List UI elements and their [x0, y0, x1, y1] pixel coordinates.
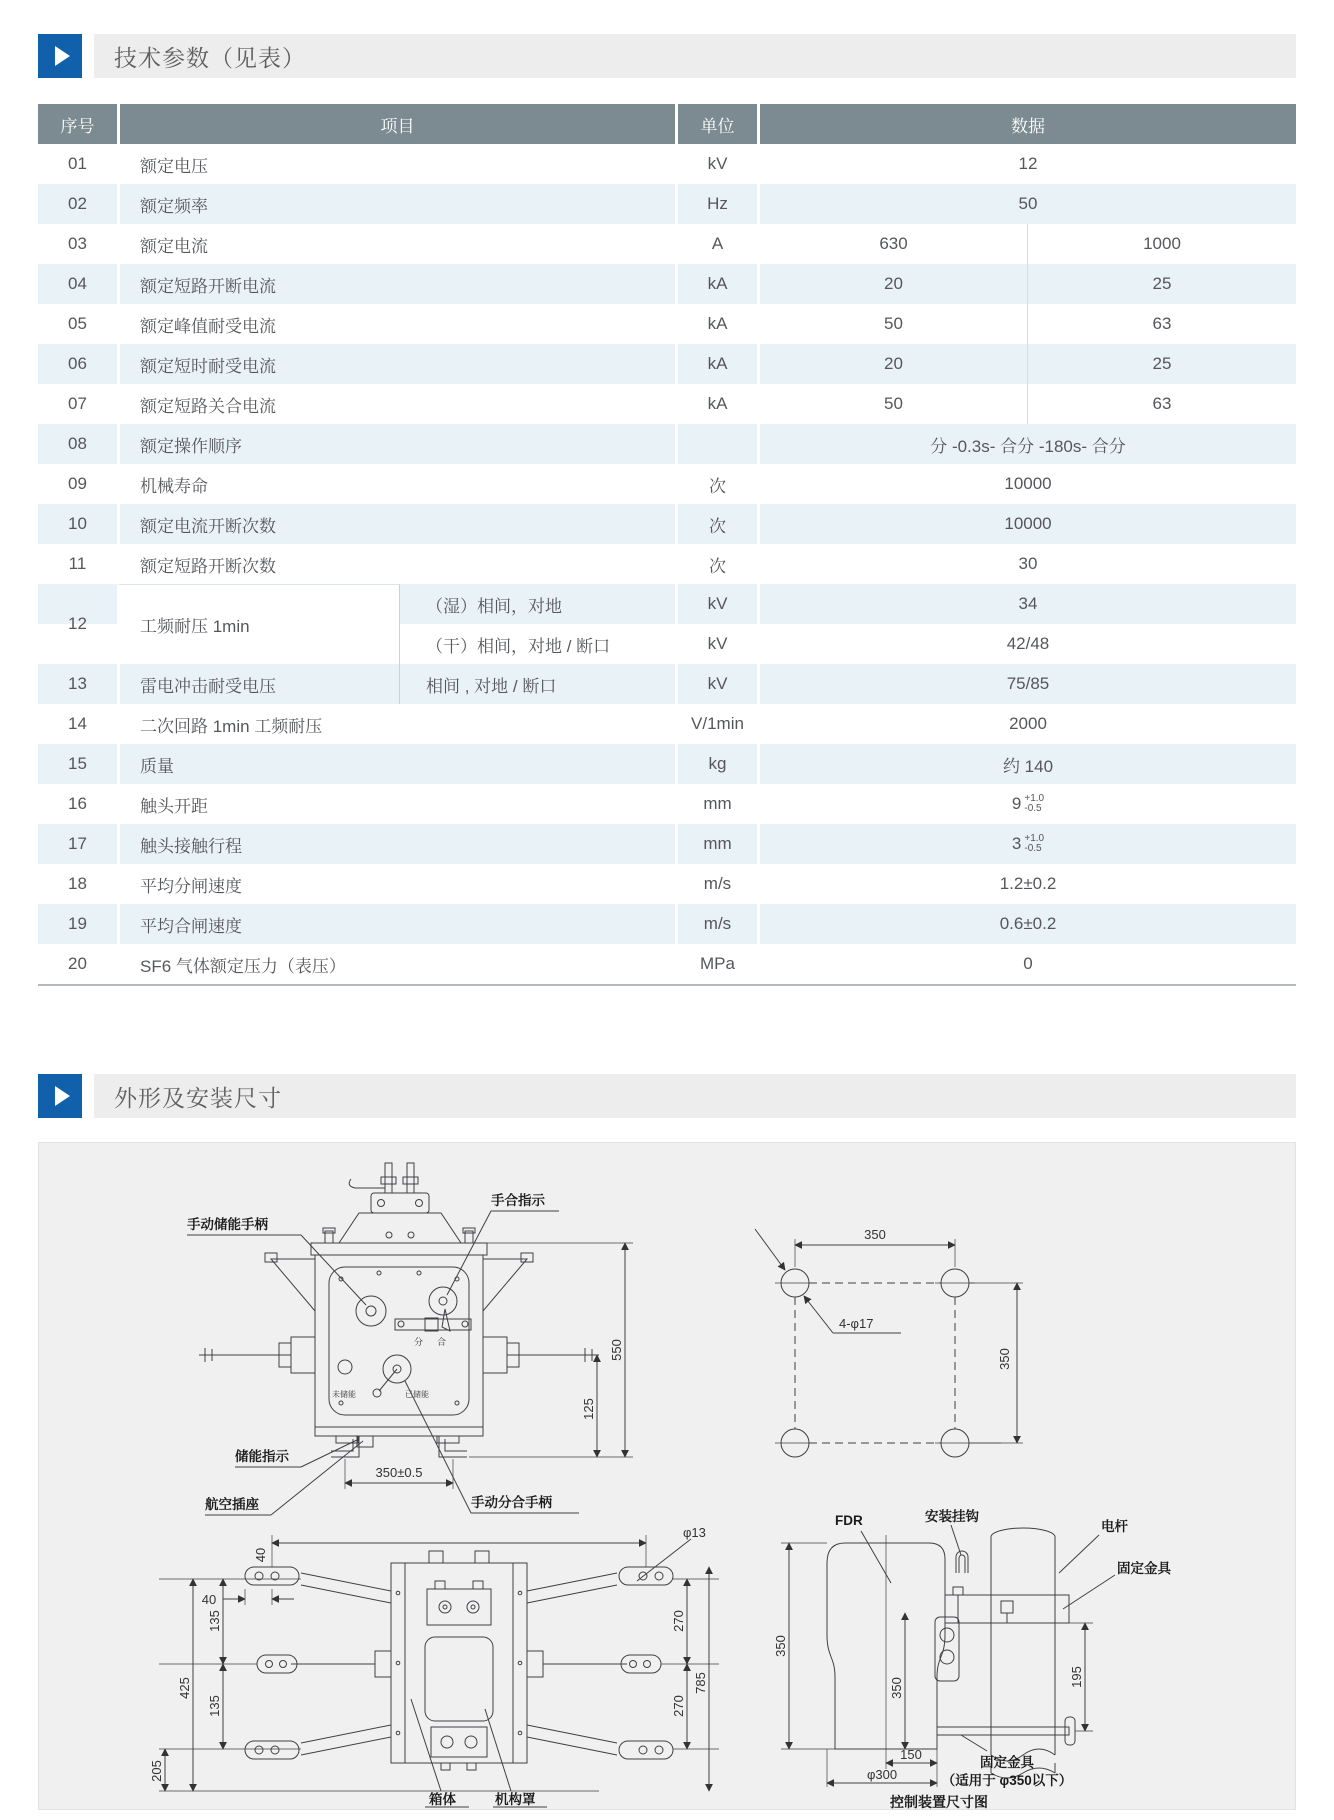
cell-unit: 次 [675, 504, 757, 544]
cell-item: 机械寿命 [117, 464, 675, 504]
cell-unit: V/1min [675, 704, 757, 744]
section-title: 外形及安装尺寸 [114, 1084, 282, 1111]
dim-150: 150 [900, 1747, 922, 1762]
table-row-double [38, 584, 1296, 664]
cell-no: 15 [68, 754, 87, 773]
table-row [38, 144, 1296, 184]
cell-data: 75/85 [757, 664, 1296, 704]
cell-sub-condition: （湿）相间，对地 [426, 596, 562, 616]
cell-no: 13 [68, 674, 87, 693]
cell-item: 额定频率 [117, 184, 675, 224]
cell-unit: m/s [675, 904, 757, 944]
table-header-row [38, 104, 1296, 144]
dimension-drawings-panel [38, 1142, 1296, 1810]
cell-data-1: 20 [757, 264, 1027, 304]
dim-40-vertical: 40 [253, 1547, 268, 1563]
tolerance-base: 3 [1011, 834, 1022, 853]
dim-205: 205 [149, 1760, 164, 1782]
tolerance-lower: -0.5 [1024, 843, 1042, 854]
cell-unit: MPa [675, 944, 757, 984]
table-row [38, 464, 1296, 504]
dim-350-inner: 350 [889, 1677, 904, 1699]
play-icon [38, 1074, 82, 1118]
dim-4-phi17: 4-φ17 [839, 1316, 874, 1331]
cell-unit: Hz [675, 184, 757, 224]
cell-unit: kA [675, 304, 757, 344]
cell-data-tolerance [757, 824, 1296, 864]
cell-item: 平均分闸速度 [117, 864, 675, 904]
cell-no: 10 [68, 514, 87, 533]
label-close-indicator: 手合指示 [491, 1193, 545, 1208]
dim-40-horizontal: 40 [201, 1592, 217, 1607]
table-row [38, 224, 1296, 264]
table-row [38, 184, 1296, 224]
dim-270-b: 270 [671, 1695, 686, 1717]
cell-unit: kA [675, 384, 757, 424]
label-aviation-socket: 航空插座 [205, 1497, 259, 1512]
cell-unit: 次 [675, 464, 757, 504]
dim-phi13: φ13 [683, 1525, 706, 1540]
cell-no: 01 [68, 154, 87, 173]
cell-item: 触头开距 [117, 784, 675, 824]
cell-data-tolerance [757, 784, 1296, 824]
section-header-dimensions [38, 1074, 1296, 1118]
cell-no: 06 [68, 354, 87, 373]
cell-no: 19 [68, 914, 87, 933]
cell-no: 11 [68, 554, 87, 573]
cell-no: 08 [68, 434, 87, 453]
dim-270-a: 270 [671, 1610, 686, 1632]
dim-425: 425 [177, 1677, 192, 1699]
cell-no: 12 [68, 614, 87, 633]
label-open-char: 分 [414, 1337, 424, 1347]
cell-no: 09 [68, 474, 87, 493]
dim-phi300: φ300 [866, 1767, 898, 1782]
cell-unit: m/s [675, 864, 757, 904]
tolerance-stack [1024, 834, 1044, 855]
label-close-char: 合 [437, 1337, 447, 1347]
cell-data-2: 63 [1027, 304, 1296, 344]
section-title-bar [94, 1074, 1296, 1118]
cell-no: 14 [68, 714, 87, 733]
cell-unit: kV [675, 624, 757, 664]
label-mounting-hook: 安装挂钩 [925, 1509, 979, 1524]
table-row [38, 744, 1296, 784]
cell-item: 额定短路关合电流 [117, 384, 675, 424]
cell-item: 额定电流开断次数 [117, 504, 675, 544]
cell-unit: A [675, 224, 757, 264]
dim-hole-width-350: 350 [864, 1227, 886, 1242]
caption-control-device: 控制装置尺寸图 [890, 1794, 988, 1810]
triangle-glyph [55, 1086, 70, 1106]
cell-no: 16 [68, 794, 87, 813]
cell-item: 工频耐压 1min [117, 584, 400, 664]
cell-no: 20 [68, 954, 87, 973]
cell-item: 质量 [117, 744, 675, 784]
cell-item: 额定峰值耐受电流 [117, 304, 675, 344]
section-header-tech-params [38, 34, 1296, 78]
cell-data-2: 25 [1027, 344, 1296, 384]
cell-data-1: 50 [757, 384, 1027, 424]
cell-item: 额定操作顺序 [117, 424, 675, 464]
top-view-drawing [159, 1535, 719, 1807]
cell-sub-condition: 相间 , 对地 / 断口 [426, 676, 557, 696]
dim-135-a: 135 [207, 1610, 222, 1632]
cell-no: 03 [68, 234, 87, 253]
cell-data: 12 [757, 144, 1296, 184]
dim-125: 125 [581, 1398, 596, 1420]
cell-item: 额定电流 [117, 224, 675, 264]
cell-data-2: 1000 [1027, 224, 1296, 264]
section-title: 技术参数（见表） [114, 44, 306, 71]
cell-item: 额定短路开断次数 [117, 544, 675, 584]
cell-data: 10000 [757, 504, 1296, 544]
table-row [38, 704, 1296, 744]
cell-data-2: 25 [1027, 264, 1296, 304]
table-row [38, 504, 1296, 544]
cell-no: 18 [68, 874, 87, 893]
dim-350-left: 350 [773, 1635, 788, 1657]
label-pole: 电杆 [1101, 1519, 1128, 1534]
cell-data: 0 [757, 944, 1296, 984]
label-manual-switch-handle: 手动分合手柄 [471, 1495, 552, 1510]
cell-no: 07 [68, 394, 87, 413]
cell-item: 雷电冲击耐受电压 [117, 664, 400, 704]
cell-no: 02 [68, 194, 87, 213]
label-box-body: 箱体 [429, 1792, 456, 1807]
tolerance-lower: -0.5 [1024, 803, 1042, 814]
header-item: 项目 [117, 104, 675, 144]
header-data: 数据 [757, 104, 1296, 144]
cell-data: 2000 [757, 704, 1296, 744]
table-row [38, 264, 1296, 304]
cell-data-2: 63 [1027, 384, 1296, 424]
cell-data: 50 [757, 184, 1296, 224]
cell-unit: kA [675, 264, 757, 304]
dim-550: 550 [609, 1339, 624, 1361]
label-charged: 已储能 [405, 1390, 429, 1399]
cell-unit [675, 424, 757, 464]
dim-hole-height-350: 350 [997, 1348, 1012, 1370]
table-row [38, 824, 1296, 864]
header-unit: 单位 [675, 104, 757, 144]
cell-item: 额定电压 [117, 144, 675, 184]
caption-fixing-note: （适用于 φ350以下） [941, 1773, 1073, 1788]
cell-unit: kV [675, 144, 757, 184]
dim-785: 785 [693, 1672, 708, 1694]
tolerance-upper: +1.0 [1024, 792, 1045, 804]
cell-unit: kV [675, 664, 757, 704]
cell-data: 34 [757, 584, 1296, 624]
play-icon [38, 34, 82, 78]
cell-data: 分 -0.3s- 合分 -180s- 合分 [757, 424, 1296, 464]
cell-no: 04 [68, 274, 87, 293]
cell-data-1: 20 [757, 344, 1027, 384]
label-fdr: FDR [835, 1513, 863, 1528]
table-row [38, 304, 1296, 344]
cell-sub-condition: （干）相间，对地 / 断口 [426, 636, 611, 656]
cell-item: 额定短路开断电流 [117, 264, 675, 304]
cell-item: 触头接触行程 [117, 824, 675, 864]
dim-195: 195 [1069, 1666, 1084, 1688]
section-title-bar [94, 34, 1296, 78]
cell-unit: kg [675, 744, 757, 784]
cell-unit: mm [675, 784, 757, 824]
label-fixing-hardware: 固定金具 [1117, 1561, 1171, 1576]
triangle-glyph [55, 46, 70, 66]
cell-item: 二次回路 1min 工频耐压 [117, 704, 675, 744]
cell-data-1: 630 [757, 224, 1027, 264]
cell-data-1: 50 [757, 304, 1027, 344]
header-no: 序号 [60, 116, 95, 136]
cell-unit: mm [675, 824, 757, 864]
technical-drawings [39, 1143, 1297, 1811]
cell-item: 额定短时耐受电流 [117, 344, 675, 384]
table-row [38, 904, 1296, 944]
caption-fixing-hardware: 固定金具 [980, 1755, 1034, 1770]
cell-unit: kA [675, 344, 757, 384]
table-row [38, 544, 1296, 584]
table-row [38, 664, 1296, 704]
cell-no: 17 [68, 834, 87, 853]
label-mechanism-cover: 机构罩 [495, 1792, 536, 1807]
label-not-charged: 未储能 [332, 1390, 356, 1399]
cell-unit: 次 [675, 544, 757, 584]
tolerance-stack [1024, 794, 1044, 815]
cell-data: 42/48 [757, 624, 1296, 664]
cell-unit: kV [675, 584, 757, 624]
cell-no: 05 [68, 314, 87, 333]
table-row [38, 864, 1296, 904]
tolerance-base: 9 [1011, 794, 1022, 813]
cell-data: 0.6±0.2 [757, 904, 1296, 944]
technical-parameters-table [38, 104, 1296, 986]
dim-135-b: 135 [207, 1695, 222, 1717]
cell-data: 30 [757, 544, 1296, 584]
table-row [38, 344, 1296, 384]
cell-data: 约 140 [757, 744, 1296, 784]
cell-data: 10000 [757, 464, 1296, 504]
table-row [38, 784, 1296, 824]
hole-pattern-drawing [755, 1229, 1023, 1457]
table-row [38, 944, 1296, 984]
cell-data: 1.2±0.2 [757, 864, 1296, 904]
dim-350-05: 350±0.5 [375, 1465, 423, 1480]
tolerance-upper: +1.0 [1024, 832, 1045, 844]
label-manual-charge-handle: 手动储能手柄 [187, 1217, 268, 1232]
cell-item: 平均合闸速度 [117, 904, 675, 944]
table-row [38, 424, 1296, 464]
cell-item: SF6 气体额定压力（表压） [117, 944, 675, 984]
pole-mount-drawing [781, 1525, 1115, 1787]
table-row [38, 384, 1296, 424]
label-charge-indicator: 储能指示 [235, 1449, 289, 1464]
